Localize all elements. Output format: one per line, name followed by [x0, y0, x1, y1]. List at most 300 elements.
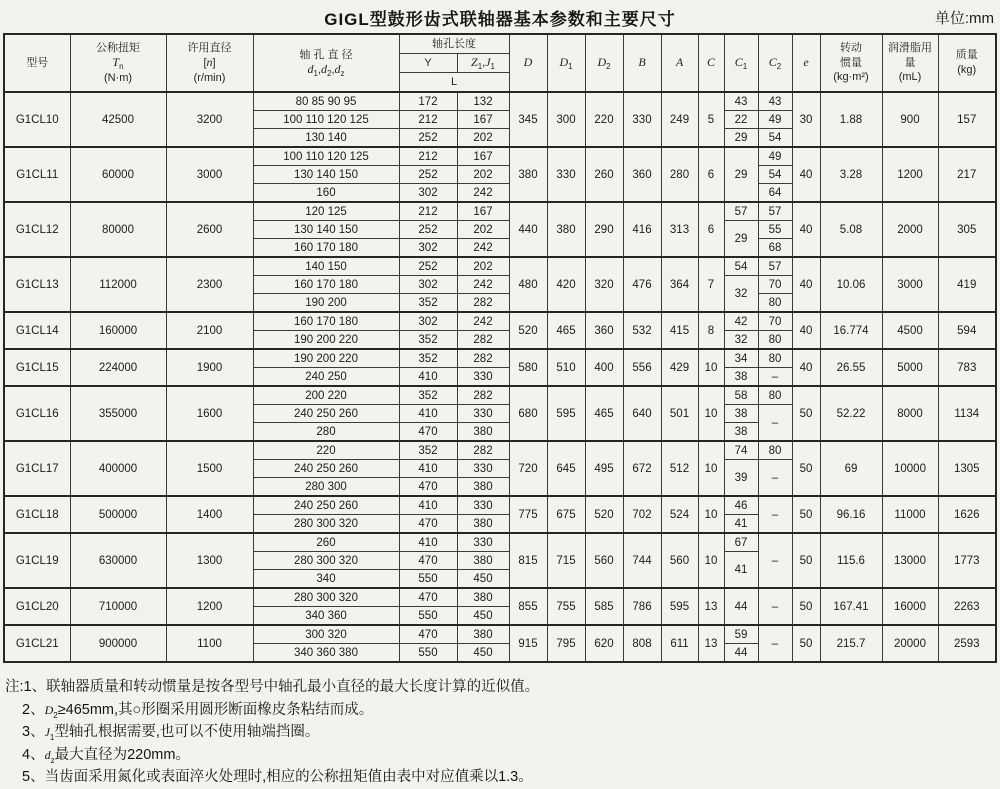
table-cell: 240 250 [253, 368, 399, 387]
table-cell: 415 [661, 312, 698, 349]
model-cell: G1CL16 [4, 386, 70, 441]
header-D1: $D_1$ [547, 34, 585, 92]
table-cell: 8000 [882, 386, 938, 441]
table-cell: 410 [399, 533, 457, 552]
table-cell: 70 [758, 312, 792, 331]
table-cell: 29 [724, 221, 758, 258]
header-B: B [623, 34, 661, 92]
table-cell: 1600 [166, 386, 253, 441]
table-cell: 40 [792, 202, 820, 257]
table-cell: 380 [457, 552, 509, 570]
table-cell: 280 300 [253, 478, 399, 497]
table-cell: 38 [724, 423, 758, 442]
table-cell: 465 [585, 386, 623, 441]
table-cell: 8 [698, 312, 724, 349]
table-cell: – [758, 496, 792, 533]
table-cell: 470 [399, 423, 457, 442]
table-cell: 410 [399, 405, 457, 423]
table-cell: 620 [585, 625, 623, 662]
table-cell: 585 [585, 588, 623, 625]
table-cell: 80 [758, 441, 792, 460]
table-cell: 1900 [166, 349, 253, 386]
table-cell: 282 [457, 386, 509, 405]
header-D: D [509, 34, 547, 92]
table-cell: 13 [698, 625, 724, 662]
table-cell: 212 [399, 202, 457, 221]
table-cell: 808 [623, 625, 661, 662]
table-cell: 550 [399, 607, 457, 626]
table-cell: 157 [938, 92, 996, 147]
table-cell: 64 [758, 184, 792, 203]
table-cell: 6 [698, 147, 724, 202]
table-cell: 50 [792, 441, 820, 496]
table-cell: 55 [758, 221, 792, 239]
table-cell: 212 [399, 111, 457, 129]
table-cell: 57 [758, 257, 792, 276]
table-cell: 5 [698, 92, 724, 147]
table-cell: 215.7 [820, 625, 882, 662]
table-cell: 224000 [70, 349, 166, 386]
table-cell: 202 [457, 257, 509, 276]
table-cell: 556 [623, 349, 661, 386]
table-cell: 550 [399, 644, 457, 663]
table-cell: 560 [661, 533, 698, 588]
table-cell: 50 [792, 496, 820, 533]
table-cell: 44 [724, 588, 758, 625]
table-cell: 38 [724, 405, 758, 423]
table-cell: 40 [792, 349, 820, 386]
model-cell: G1CL15 [4, 349, 70, 386]
table-cell: 501 [661, 386, 698, 441]
table-cell: 52.22 [820, 386, 882, 441]
table-cell: 400 [585, 349, 623, 386]
table-cell: 172 [399, 92, 457, 111]
table-cell: 1134 [938, 386, 996, 441]
header-e: e [792, 34, 820, 92]
table-cell: 80 [758, 331, 792, 350]
header-C2: $C_2$ [758, 34, 792, 92]
table-cell: 352 [399, 386, 457, 405]
table-cell: 510 [547, 349, 585, 386]
table-cell: 43 [758, 92, 792, 111]
table-cell: 470 [399, 552, 457, 570]
table-cell: 22 [724, 111, 758, 129]
table-cell: 330 [457, 368, 509, 387]
table-cell: 524 [661, 496, 698, 533]
table-cell: 352 [399, 441, 457, 460]
model-cell: G1CL12 [4, 202, 70, 257]
table-cell: 470 [399, 588, 457, 607]
table-cell: – [758, 588, 792, 625]
table-cell: 249 [661, 92, 698, 147]
header-Y: Y [399, 54, 457, 73]
table-cell: 54 [758, 129, 792, 148]
table-cell: 500000 [70, 496, 166, 533]
header-model: 型号 [4, 34, 70, 92]
table-cell: 352 [399, 349, 457, 368]
table-cell: 1626 [938, 496, 996, 533]
table-cell: 611 [661, 625, 698, 662]
table-cell: 340 [253, 570, 399, 589]
table-cell: 115.6 [820, 533, 882, 588]
note-line: 5、当齿面采用氮化或表面淬火处理时,相应的公称扭矩值由表中对应值乘以1.3。 [22, 769, 533, 785]
table-cell: 10 [698, 496, 724, 533]
model-cell: G1CL20 [4, 588, 70, 625]
table-cell: 410 [399, 496, 457, 515]
header-grease: 润滑脂用 量 (mL) [882, 34, 938, 92]
table-cell: 900000 [70, 625, 166, 662]
table-cell: 775 [509, 496, 547, 533]
table-cell: 672 [623, 441, 661, 496]
table-cell: 10 [698, 386, 724, 441]
table-cell: 112000 [70, 257, 166, 312]
table-cell: 30 [792, 92, 820, 147]
table-cell: 302 [399, 239, 457, 258]
table-cell: 855 [509, 588, 547, 625]
note-line: 3、$J_1$型轴孔根据需要,也可以不使用轴端挡圈。 [22, 724, 320, 742]
table-cell: 480 [509, 257, 547, 312]
table-cell: 217 [938, 147, 996, 202]
table-cell: 10.06 [820, 257, 882, 312]
table-cell: 815 [509, 533, 547, 588]
table-cell: 715 [547, 533, 585, 588]
table-cell: 710000 [70, 588, 166, 625]
table-cell: 330 [457, 460, 509, 478]
table-cell: 60000 [70, 147, 166, 202]
table-cell: 74 [724, 441, 758, 460]
table-cell: 43 [724, 92, 758, 111]
table-cell: 305 [938, 202, 996, 257]
table-cell: 32 [724, 331, 758, 350]
table-cell: 167 [457, 111, 509, 129]
table-cell: 560 [585, 533, 623, 588]
table-cell: 380 [509, 147, 547, 202]
table-cell: 476 [623, 257, 661, 312]
table-cell: 10 [698, 533, 724, 588]
table-cell: 167 [457, 147, 509, 166]
table-cell: 57 [758, 202, 792, 221]
table-cell: 40 [792, 312, 820, 349]
note-line: 注:1、联轴器质量和转动惯量是按各型号中轴孔最小直径的最大长度计算的近似值。 [5, 679, 540, 695]
table-cell: 380 [457, 515, 509, 534]
table-cell: 783 [938, 349, 996, 386]
table-cell: 280 [253, 423, 399, 442]
header-C: C [698, 34, 724, 92]
table-cell: 320 [585, 257, 623, 312]
table-cell: 900 [882, 92, 938, 147]
table-cell: 340 360 380 [253, 644, 399, 663]
table-cell: 380 [457, 423, 509, 442]
table-cell: 280 300 320 [253, 515, 399, 534]
table-cell: 1200 [882, 147, 938, 202]
table-cell: 360 [585, 312, 623, 349]
table-cell: 160 170 180 [253, 276, 399, 294]
table-cell: 420 [547, 257, 585, 312]
table-cell: 242 [457, 276, 509, 294]
table-cell: 29 [724, 129, 758, 148]
table-cell: 167 [457, 202, 509, 221]
table-cell: – [758, 368, 792, 387]
table-cell: 50 [792, 533, 820, 588]
table-cell: 380 [457, 478, 509, 497]
model-cell: G1CL13 [4, 257, 70, 312]
table-cell: 595 [547, 386, 585, 441]
table-cell: 640 [623, 386, 661, 441]
table-cell: 450 [457, 644, 509, 663]
table-cell: 240 250 260 [253, 496, 399, 515]
table-cell: 167.41 [820, 588, 882, 625]
table-cell: 242 [457, 239, 509, 258]
table-cell: 380 [547, 202, 585, 257]
table-cell: 68 [758, 239, 792, 258]
table-cell: 470 [399, 515, 457, 534]
table-cell: 16.774 [820, 312, 882, 349]
model-cell: G1CL17 [4, 441, 70, 496]
table-cell: 300 320 [253, 625, 399, 644]
table-cell: 795 [547, 625, 585, 662]
model-cell: G1CL19 [4, 533, 70, 588]
table-cell: 80 [758, 349, 792, 368]
table-cell: 2000 [882, 202, 938, 257]
table-cell: 5.08 [820, 202, 882, 257]
table-cell: 532 [623, 312, 661, 349]
table-cell: 202 [457, 166, 509, 184]
table-cell: 355000 [70, 386, 166, 441]
table-cell: 282 [457, 331, 509, 350]
table-cell: 160 170 180 [253, 239, 399, 258]
table-cell: 252 [399, 257, 457, 276]
table-cell: 280 300 320 [253, 588, 399, 607]
table-cell: 1400 [166, 496, 253, 533]
table-cell: 1300 [166, 533, 253, 588]
table-cell: 57 [724, 202, 758, 221]
table-cell: 130 140 150 [253, 221, 399, 239]
table-cell: 190 200 [253, 294, 399, 313]
table-cell: 330 [457, 533, 509, 552]
header-bore-diameter: 轴 孔 直 径 $d_1,d_2,d_z$ [253, 34, 399, 92]
note-line: 2、$D_2\ge 465mm$,其○形圈采用圆形断面橡皮条粘结而成。 [22, 701, 374, 720]
table-cell: 364 [661, 257, 698, 312]
table-cell: 26.55 [820, 349, 882, 386]
table-cell: 786 [623, 588, 661, 625]
table-cell: 345 [509, 92, 547, 147]
table-cell: 20000 [882, 625, 938, 662]
table-head [4, 34, 996, 92]
table-cell: 260 [585, 147, 623, 202]
table-cell: 440 [509, 202, 547, 257]
table-cell: 80 85 90 95 [253, 92, 399, 111]
table-cell: 282 [457, 349, 509, 368]
table-cell: 202 [457, 129, 509, 148]
table-cell: 10000 [882, 441, 938, 496]
table-cell: 755 [547, 588, 585, 625]
table-cell: 282 [457, 294, 509, 313]
table-cell: 80000 [70, 202, 166, 257]
table-cell: 290 [585, 202, 623, 257]
table-cell: 44 [724, 644, 758, 663]
table-cell: 39 [724, 460, 758, 497]
header-inertia: 转动 惯量 (kg·m²) [820, 34, 882, 92]
table-cell: 13000 [882, 533, 938, 588]
header-mass: 质量 (kg) [938, 34, 996, 92]
table-cell: 2263 [938, 588, 996, 625]
table-cell: 302 [399, 276, 457, 294]
model-cell: G1CL11 [4, 147, 70, 202]
table-cell: 38 [724, 368, 758, 387]
table-cell: 340 360 [253, 607, 399, 626]
table-cell: 470 [399, 478, 457, 497]
header-Z1J1: $Z_1,J_1$ [457, 54, 509, 73]
table-cell: 140 150 [253, 257, 399, 276]
table-cell: 42 [724, 312, 758, 331]
table-cell: 520 [509, 312, 547, 349]
table-cell: 465 [547, 312, 585, 349]
table-cell: 470 [399, 625, 457, 644]
table-cell: 16000 [882, 588, 938, 625]
table-cell: 41 [724, 552, 758, 589]
table-cell: – [758, 405, 792, 442]
table-cell: 2600 [166, 202, 253, 257]
table-cell: 41 [724, 515, 758, 534]
table-cell: 49 [758, 111, 792, 129]
table-cell: – [758, 625, 792, 662]
table-cell: 1200 [166, 588, 253, 625]
table-cell: 512 [661, 441, 698, 496]
table-cell: 220 [253, 441, 399, 460]
table-cell: 40 [792, 147, 820, 202]
table-cell: 242 [457, 312, 509, 331]
table-cell: 7 [698, 257, 724, 312]
table-cell: 744 [623, 533, 661, 588]
table-cell: 450 [457, 570, 509, 589]
table-cell: 1100 [166, 625, 253, 662]
table-cell: 34 [724, 349, 758, 368]
table-cell: 1500 [166, 441, 253, 496]
model-cell: G1CL14 [4, 312, 70, 349]
table-cell: 282 [457, 441, 509, 460]
table-cell: 46 [724, 496, 758, 515]
table-cell: 160 [253, 184, 399, 203]
header-speed: 许用直径 [n] (r/min) [166, 34, 253, 92]
table-cell: 32 [724, 276, 758, 313]
header-C1: $C_1$ [724, 34, 758, 92]
table-cell: 300 [547, 92, 585, 147]
table-cell: 720 [509, 441, 547, 496]
header-torque: 公称扭矩 $T_n$ (N·m) [70, 34, 166, 92]
model-cell: G1CL18 [4, 496, 70, 533]
table-cell: 54 [724, 257, 758, 276]
table-cell: 96.16 [820, 496, 882, 533]
table-cell: 1.88 [820, 92, 882, 147]
table-cell: 3200 [166, 92, 253, 147]
table-cell: 80 [758, 386, 792, 405]
table-cell: 352 [399, 294, 457, 313]
table-cell: 120 125 [253, 202, 399, 221]
table-cell: 2100 [166, 312, 253, 349]
table-cell: 50 [792, 588, 820, 625]
table-cell: 400000 [70, 441, 166, 496]
table-cell: 330 [457, 405, 509, 423]
table-cell: 11000 [882, 496, 938, 533]
model-cell: G1CL10 [4, 92, 70, 147]
table-cell: 242 [457, 184, 509, 203]
table-cell: 429 [661, 349, 698, 386]
parameters-table [3, 33, 997, 663]
table-cell: 50 [792, 625, 820, 662]
table-cell: 130 140 150 [253, 166, 399, 184]
table-cell: 915 [509, 625, 547, 662]
table-cell: 202 [457, 221, 509, 239]
table-cell: 67 [724, 533, 758, 552]
table-cell: 550 [399, 570, 457, 589]
table-cell: 190 200 220 [253, 331, 399, 350]
table-cell: 190 200 220 [253, 349, 399, 368]
table-cell: 260 [253, 533, 399, 552]
unit-label: 单位:mm [934, 10, 994, 27]
table-cell: 50 [792, 386, 820, 441]
header-bore-length: 轴孔长度 [399, 34, 509, 54]
table-cell: 280 [661, 147, 698, 202]
table-cell: 6 [698, 202, 724, 257]
table-cell: 630000 [70, 533, 166, 588]
table-cell: 360 [623, 147, 661, 202]
table-cell: – [758, 533, 792, 588]
table-cell: 212 [399, 147, 457, 166]
table-cell: 80 [758, 294, 792, 313]
table-cell: 1305 [938, 441, 996, 496]
table-cell: 160000 [70, 312, 166, 349]
table-cell: 410 [399, 460, 457, 478]
table-cell: 2300 [166, 257, 253, 312]
table-cell: 100 110 120 125 [253, 147, 399, 166]
table-cell: 5000 [882, 349, 938, 386]
table-cell: 3000 [882, 257, 938, 312]
table-cell: 70 [758, 276, 792, 294]
table-cell: 13 [698, 588, 724, 625]
table-cell: 330 [623, 92, 661, 147]
table-cell: 252 [399, 166, 457, 184]
table-cell: 416 [623, 202, 661, 257]
table-cell: 495 [585, 441, 623, 496]
table-cell: 595 [661, 588, 698, 625]
page-header [0, 0, 1000, 33]
table-cell: 520 [585, 496, 623, 533]
table-cell: 252 [399, 129, 457, 148]
table-cell: 58 [724, 386, 758, 405]
table-cell: 130 140 [253, 129, 399, 148]
table-cell: 280 300 320 [253, 552, 399, 570]
model-cell: G1CL21 [4, 625, 70, 662]
table-cell: 419 [938, 257, 996, 312]
table-cell: 49 [758, 147, 792, 166]
table-cell: 100 110 120 125 [253, 111, 399, 129]
notes [5, 676, 1000, 789]
table-cell: 594 [938, 312, 996, 349]
page-title: GIGL型鼓形齿式联轴器基本参数和主要尺寸 [324, 10, 676, 29]
table-cell: 132 [457, 92, 509, 111]
header-D2: $D_2$ [585, 34, 623, 92]
table-cell: 59 [724, 625, 758, 644]
table-cell: 42500 [70, 92, 166, 147]
table-cell: 352 [399, 331, 457, 350]
table-cell: 29 [724, 147, 758, 202]
table-cell: – [758, 460, 792, 497]
table-cell: 160 170 180 [253, 312, 399, 331]
table-cell: 380 [457, 588, 509, 607]
table-body [4, 92, 996, 662]
table-cell: 54 [758, 166, 792, 184]
table-cell: 252 [399, 221, 457, 239]
